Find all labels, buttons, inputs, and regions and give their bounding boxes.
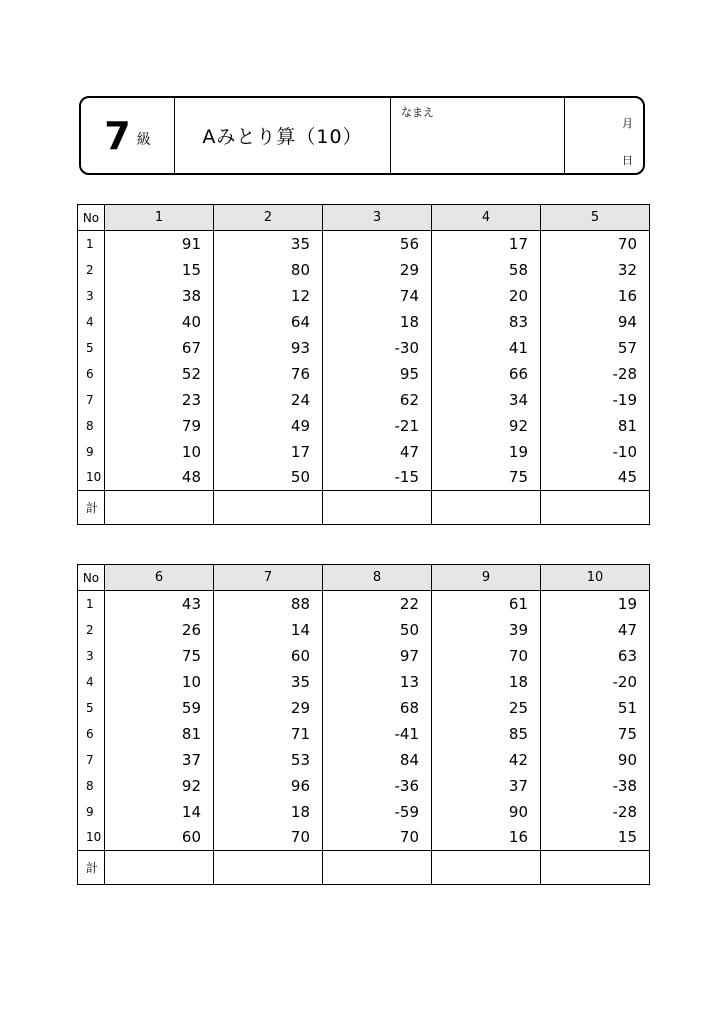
problem-table-1 xyxy=(77,204,650,525)
number-cell: 14 xyxy=(214,617,323,643)
answer-cell[interactable] xyxy=(323,491,432,525)
number-cell: 61 xyxy=(432,591,541,617)
number-cell: 60 xyxy=(214,643,323,669)
number-cell: 62 xyxy=(323,387,432,413)
table-row xyxy=(78,309,650,335)
number-cell: 92 xyxy=(105,773,214,799)
row-number: 6 xyxy=(78,721,105,747)
number-cell: 18 xyxy=(323,309,432,335)
number-cell: 35 xyxy=(214,669,323,695)
number-cell: 66 xyxy=(432,361,541,387)
number-cell: 84 xyxy=(323,747,432,773)
table-row xyxy=(78,413,650,439)
number-cell: -41 xyxy=(323,721,432,747)
number-cell: 10 xyxy=(105,439,214,465)
table-row xyxy=(78,387,650,413)
column-header: 10 xyxy=(541,565,650,591)
name-cell[interactable] xyxy=(391,98,565,173)
number-cell: 19 xyxy=(541,591,650,617)
number-cell: 71 xyxy=(214,721,323,747)
number-cell: -19 xyxy=(541,387,650,413)
number-cell: 90 xyxy=(541,747,650,773)
number-cell: 50 xyxy=(214,465,323,491)
grade-number: 7 xyxy=(104,113,131,158)
row-number: 6 xyxy=(78,361,105,387)
number-cell: -36 xyxy=(323,773,432,799)
total-row xyxy=(78,851,650,885)
table-row xyxy=(78,617,650,643)
number-cell: 97 xyxy=(323,643,432,669)
answer-cell[interactable] xyxy=(541,491,650,525)
row-number: 2 xyxy=(78,617,105,643)
number-cell: 20 xyxy=(432,283,541,309)
worksheet-header xyxy=(79,96,645,175)
table-row xyxy=(78,669,650,695)
table-row xyxy=(78,361,650,387)
number-cell: 51 xyxy=(541,695,650,721)
number-cell: 25 xyxy=(432,695,541,721)
answer-cell[interactable] xyxy=(432,491,541,525)
worksheet-title: Aみとり算（10） xyxy=(202,126,363,148)
number-cell: 93 xyxy=(214,335,323,361)
number-cell: 23 xyxy=(105,387,214,413)
number-cell: 40 xyxy=(105,309,214,335)
number-cell: 76 xyxy=(214,361,323,387)
number-cell: 37 xyxy=(105,747,214,773)
number-cell: 29 xyxy=(214,695,323,721)
row-number: 10 xyxy=(78,825,105,851)
number-cell: 18 xyxy=(432,669,541,695)
number-cell: 57 xyxy=(541,335,650,361)
table-row xyxy=(78,695,650,721)
name-label: なまえ xyxy=(401,106,434,119)
number-cell: 13 xyxy=(323,669,432,695)
number-cell: 18 xyxy=(214,799,323,825)
column-header: 4 xyxy=(432,205,541,231)
number-cell: 90 xyxy=(432,799,541,825)
column-header: 3 xyxy=(323,205,432,231)
number-cell: 59 xyxy=(105,695,214,721)
row-number: 4 xyxy=(78,309,105,335)
number-cell: 14 xyxy=(105,799,214,825)
row-number: 10 xyxy=(78,465,105,491)
table-row xyxy=(78,231,650,257)
answer-cell[interactable] xyxy=(105,491,214,525)
row-number: 3 xyxy=(78,643,105,669)
number-cell: 88 xyxy=(214,591,323,617)
number-cell: -28 xyxy=(541,799,650,825)
number-cell: 67 xyxy=(105,335,214,361)
number-cell: 15 xyxy=(105,257,214,283)
number-cell: 60 xyxy=(105,825,214,851)
number-cell: 17 xyxy=(214,439,323,465)
number-cell: 26 xyxy=(105,617,214,643)
number-cell: -59 xyxy=(323,799,432,825)
number-cell: 34 xyxy=(432,387,541,413)
table-row xyxy=(78,643,650,669)
row-number: 9 xyxy=(78,799,105,825)
number-cell: -30 xyxy=(323,335,432,361)
number-cell: 70 xyxy=(214,825,323,851)
number-cell: 35 xyxy=(214,231,323,257)
row-number: 1 xyxy=(78,231,105,257)
table-row xyxy=(78,825,650,851)
number-cell: 49 xyxy=(214,413,323,439)
number-cell: 92 xyxy=(432,413,541,439)
number-cell: -20 xyxy=(541,669,650,695)
table-row xyxy=(78,439,650,465)
table-row xyxy=(78,465,650,491)
number-cell: 39 xyxy=(432,617,541,643)
number-cell: 80 xyxy=(214,257,323,283)
row-number: 5 xyxy=(78,335,105,361)
row-number: 3 xyxy=(78,283,105,309)
number-cell: 37 xyxy=(432,773,541,799)
problem-table-2 xyxy=(77,564,650,885)
number-cell: 75 xyxy=(432,465,541,491)
number-cell: 75 xyxy=(541,721,650,747)
table-row xyxy=(78,283,650,309)
number-cell: 32 xyxy=(541,257,650,283)
row-number: 5 xyxy=(78,695,105,721)
answer-cell[interactable] xyxy=(105,851,214,885)
table-row xyxy=(78,799,650,825)
number-cell: 47 xyxy=(541,617,650,643)
row-number: 8 xyxy=(78,773,105,799)
answer-cell[interactable] xyxy=(214,491,323,525)
number-cell: 47 xyxy=(323,439,432,465)
number-cell: 70 xyxy=(432,643,541,669)
column-header: 6 xyxy=(105,565,214,591)
number-cell: 79 xyxy=(105,413,214,439)
date-cell[interactable] xyxy=(565,98,643,173)
column-header: 1 xyxy=(105,205,214,231)
number-cell: -21 xyxy=(323,413,432,439)
number-cell: 85 xyxy=(432,721,541,747)
number-cell: 12 xyxy=(214,283,323,309)
number-cell: -28 xyxy=(541,361,650,387)
answer-cell[interactable] xyxy=(323,851,432,885)
number-cell: 70 xyxy=(541,231,650,257)
number-cell: 68 xyxy=(323,695,432,721)
header-row xyxy=(78,205,650,231)
number-cell: 75 xyxy=(105,643,214,669)
number-cell: 43 xyxy=(105,591,214,617)
number-cell: -38 xyxy=(541,773,650,799)
total-label: 計 xyxy=(78,851,105,885)
row-number: 8 xyxy=(78,413,105,439)
no-column-header: No xyxy=(78,205,105,231)
number-cell: 45 xyxy=(541,465,650,491)
number-cell: 96 xyxy=(214,773,323,799)
table-row xyxy=(78,747,650,773)
number-cell: 81 xyxy=(541,413,650,439)
table-row xyxy=(78,721,650,747)
number-cell: 63 xyxy=(541,643,650,669)
column-header: 9 xyxy=(432,565,541,591)
table-row xyxy=(78,591,650,617)
number-cell: 48 xyxy=(105,465,214,491)
column-header: 5 xyxy=(541,205,650,231)
number-cell: 94 xyxy=(541,309,650,335)
row-number: 7 xyxy=(78,387,105,413)
row-number: 2 xyxy=(78,257,105,283)
answer-cell[interactable] xyxy=(214,851,323,885)
month-label: 月 xyxy=(622,117,633,130)
number-cell: 56 xyxy=(323,231,432,257)
number-cell: 38 xyxy=(105,283,214,309)
row-number: 9 xyxy=(78,439,105,465)
number-cell: 42 xyxy=(432,747,541,773)
row-number: 7 xyxy=(78,747,105,773)
number-cell: -10 xyxy=(541,439,650,465)
day-label: 日 xyxy=(622,154,633,167)
number-cell: 91 xyxy=(105,231,214,257)
answer-cell[interactable] xyxy=(432,851,541,885)
number-cell: 22 xyxy=(323,591,432,617)
number-cell: 74 xyxy=(323,283,432,309)
table-row xyxy=(78,773,650,799)
number-cell: 70 xyxy=(323,825,432,851)
number-cell: 64 xyxy=(214,309,323,335)
column-header: 2 xyxy=(214,205,323,231)
no-column-header: No xyxy=(78,565,105,591)
number-cell: 95 xyxy=(323,361,432,387)
total-label: 計 xyxy=(78,491,105,525)
number-cell: 52 xyxy=(105,361,214,387)
number-cell: 41 xyxy=(432,335,541,361)
number-cell: 10 xyxy=(105,669,214,695)
number-cell: 50 xyxy=(323,617,432,643)
number-cell: 58 xyxy=(432,257,541,283)
answer-cell[interactable] xyxy=(541,851,650,885)
column-header: 8 xyxy=(323,565,432,591)
grade-suffix: 級 xyxy=(136,131,151,148)
number-cell: -15 xyxy=(323,465,432,491)
number-cell: 24 xyxy=(214,387,323,413)
grade-cell xyxy=(81,98,175,173)
number-cell: 83 xyxy=(432,309,541,335)
number-cell: 81 xyxy=(105,721,214,747)
row-number: 1 xyxy=(78,591,105,617)
title-cell xyxy=(175,98,391,173)
table-row xyxy=(78,335,650,361)
number-cell: 19 xyxy=(432,439,541,465)
number-cell: 53 xyxy=(214,747,323,773)
header-row xyxy=(78,565,650,591)
number-cell: 29 xyxy=(323,257,432,283)
number-cell: 16 xyxy=(541,283,650,309)
number-cell: 17 xyxy=(432,231,541,257)
total-row xyxy=(78,491,650,525)
row-number: 4 xyxy=(78,669,105,695)
table-row xyxy=(78,257,650,283)
number-cell: 16 xyxy=(432,825,541,851)
column-header: 7 xyxy=(214,565,323,591)
number-cell: 15 xyxy=(541,825,650,851)
